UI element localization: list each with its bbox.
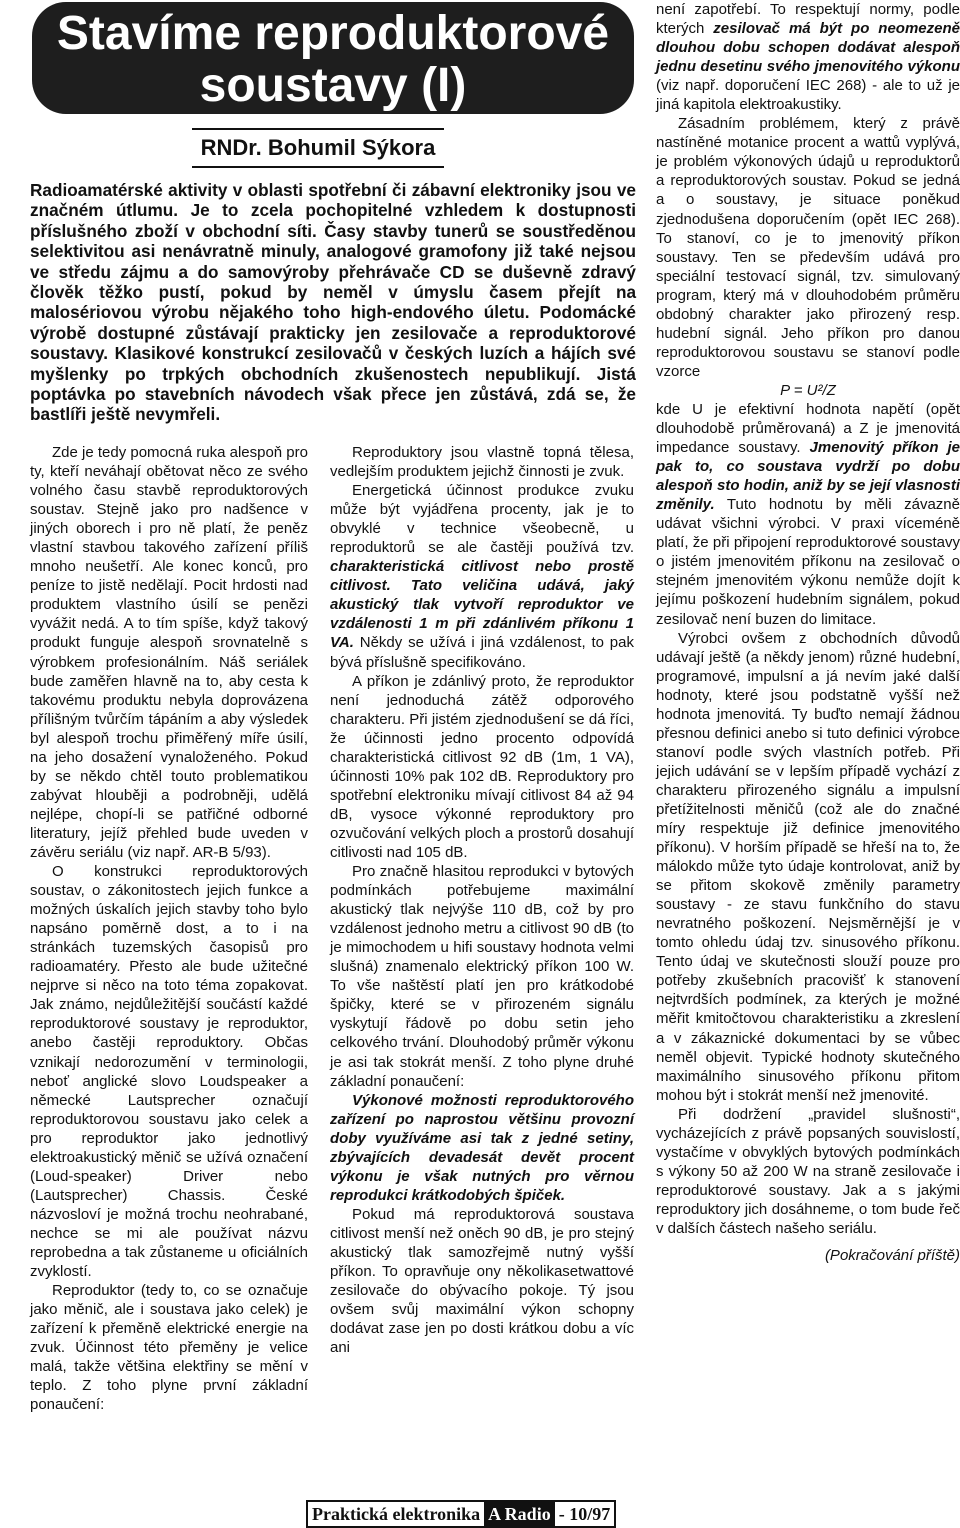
author-name: RNDr. Bohumil Sýkora	[192, 128, 444, 168]
col2-paragraph: Reproduktory jsou vlastně topná tělesa, vedlejším produktem jejichž činnosti je zvuk.	[330, 444, 634, 481]
col3-paragraph: Při dodržení „pravidel slušnosti“, vycházejících z právě popsaných souvislostí, vystačíme v obvyklých bytových podmínkách s výkony 50 až 200 W na straně zesilovače i reproduktorové soustavy. Jak a s jakými reproduktory jich dosáhneme, o tom bude řeč v dalších částech našeho seriálu.	[656, 1105, 960, 1237]
col3-emphasis: zesilovač má být po neomezeně dlouhou dobu schopen dodávat alespoň jednu desetinu svého jmenovitého výkonu	[656, 20, 960, 76]
col2-paragraph: Pokud má reproduktorová soustava citlivost menší než oněch 90 dB, je pro stejný akustický tlak samozřejmě nutný vyšší příkon. To opravňuje ony několikasetwattové zesilovače do obývacího pokoje. Tý jsou ovšem svůj maximální výkon schopny dodávat zase jen po dosti krátkou dobu a víc ani	[330, 1205, 634, 1357]
col3-text: Tuto hodnotu by měli závazně udávat všichni výrobci. V praxi víceméně platí, že při připojení reproduktorové soustavy o jistém jmenovitém příkonu na zesilovač o stejném jmenovitém výkonu nemůže dojít k jejímu poškození hudebním signálem, pokud zesilovač není buzen do limitace.	[656, 496, 960, 628]
col3-text: (viz např. doporučení IEC 268) - ale to už je jiná kapitola elektroakustiky.	[656, 77, 960, 114]
magazine-name: Praktická elektronika	[312, 1504, 481, 1524]
col3-text: není zapotřebí. To respektují normy, podle kterých	[656, 1, 960, 38]
col2-paragraph: A příkon je zdánlivý proto, že reproduktor není jednoduchá zátěž odporového charakteru. Při jistém zjednodušení se dá říci, že účinnosti jedno procento odpovídá charakteristická citlivost 92 dB (1m, 1 VA), účinnosti 10% pak 102 dB. Reproduktory pro spotřební elektroniku mívají citlivost 84 až 94 dB, vysoce výkonné reproduktory pro ozvučování velkých ploch a prostorů dosahují citlivosti nad 105 dB.	[330, 672, 634, 861]
col2-emphasis-paragraph: Výkonové možnosti reproduktorového zařízení po naprostou většinu provozní doby využíváme asi tak z jedné setiny, zbývajících devadesát devět procent výkonu je však nutných pro věrnou reprodukci krátkodobých špiček.	[330, 1091, 634, 1204]
continued-note: (Pokračování příště)	[824, 1247, 960, 1265]
col2-paragraph	[330, 481, 634, 671]
col1-paragraph: Reproduktor (tedy to, co se označuje jako měnič, ale i soustava jako celek) je zařízení k přeměně elektrické energie na zvuk. Účinnost této přeměny je velice malá, takže většina elektřiny se mění v teplo. Z toho plyne první základní ponaučení:	[30, 1282, 308, 1414]
col3-text: kde U je efektivní hodnota napětí (opět dlouhodobě průměrovaná) a Z je jmenovitá impedance soustavy.	[656, 400, 960, 457]
col3-paragraph: Zásadním problémem, který z právě nastíněné motanice procent a wattů vyplývá, je problém výkonových údajů u reproduktorů a reproduktorových soustav. Pokud se jedná a o soustavy, je situace poněkud zjednodušena doporučením (opět IEC 268). To stanoví, co je to jmenovitý příkon soustavy. Ten se především udává pro speciální testovací signál, tzv. simulovaný program, který má v dlouhodobém průměru obdobný charakter jako přirozený resp. hudební signál. Jeho příkon pro danou reproduktorovou soustavu se stanoví podle vzorce	[656, 115, 960, 380]
column-1	[30, 443, 308, 1414]
article-title-box	[32, 2, 634, 114]
col2-text: Energetická účinnost produkce zvuku může být vyjádřena procenty, jak je to obvyklé v technice všeobecně, u reproduktorů se ale častěji používá tzv.	[330, 482, 634, 557]
col2-paragraph: Pro značně hlasitou reprodukci v bytových podmínkách potřebujeme maximální akustický tlak nejvýše 110 dB, což by pro vzdálenost jednoho metru a citlivost 90 dB (to je mimochodem u hifi soustavy hodnota velmi slušná) znamenalo elektrický příkon 100 W. To vše naštěstí platí jen pro krátkodobé špičky, které se v přirozeném signálu vyskytují řádově po dobu setin jeho celkového trvání. Dlouhodobý průměr výkonu je asi tak stokrát menší. Z toho plyne druhé základní ponaučení:	[330, 863, 634, 1090]
col2-text: Někdy se užívá i jiná vzdálenost, to pak bývá příslušně specifikováno.	[330, 634, 634, 671]
col2-emphasis: charakteristická citlivost nebo prostě citlivost. Tato veličina udává, jaký akustický tlak vytvoří reproduktor ve vzdálenosti 1 m při zdánlivém příkonu 1 VA.	[330, 558, 634, 652]
lead-paragraph: Radioamatérské aktivity v oblasti spotřební či zábavní elektroniky jsou ve značném útlumu. Je to zcela pochopitelné vzhledem k dostupnosti příslušného zboží v obchodní síti. Časy stavby tunerů se soustředěnou selektivitou asi nenávratně minuly, analogové gramofony již také nejsou ve středu zájmu a do samovýroby přehrávače CD se duševně zdravý člověk těžko pustí, pokud by neměl v úmyslu časem přejít na malosériovou výrobu nějakého toho high-endového úletu. Podomácké výrobě dostupné zůstávají prakticky jen zesilovače a reproduktorové soustavy. Klasikové konstrukcí zesilovačů v českých luzích a hájích své myšlenky po trpkých obchodních zkušenostech nepublikují. Jistá poptávka po stavebních návodech však přece jen zůstává, zdá se, že bastlíři ještě nevymřeli.	[30, 180, 636, 425]
article-title-line2: soustavy (I)	[199, 59, 467, 112]
col3-paragraph: Výrobci ovšem z obchodních důvodů udávají ještě (a někdy jenom) různé hudební, programové, impulsní a já nevím jaké další hodnoty, které jsou podstatně vyšší než hodnota jmenovitá. Ty buďto nemají žádnou přesnou definici anebo si tuto definici výrobce stanoví podle svých vlastních potřeb. Při jejich udávání se v lepším případě vychází z charakteru přirozeného signálu a impulsní přetížitelnosti měničů (což ale do značné míry respektuje již definice jmenovitého příkonu). V horším případě se hřeší na to, že málokdo může tyto údaje kontrolovat, aniž by se přitom skokově změnily parametry soustavy - ze stavu funkčního do stavu nevratného poškození. Nejsměrnější je v tomto ohledu údaj tzv. sinusového příkonu. Tento údaj ve skutečnosti slouží pouze pro potřeby zkušebních pracovišť k stanovení nejtvrdších podmínek, za kterých je možné měřit kmitočtovou charakteristiku a zkreslení a v zákaznické dokumentaci by se vůbec neměl objevit. Typické hodnoty skutečného maximálního sinusového příkonu přitom mohou být i stokrát menší než jmenovité.	[656, 629, 960, 1104]
column-2	[330, 443, 634, 1357]
column-3	[656, 0, 960, 1265]
col1-paragraph: O konstrukci reproduktorových soustav, o zákonitostech jejich funkce a možných úskalích jejich stavby toho bylo napsáno poměrně dost, a to i na stránkách tuzemských časopisů pro radioamatéry. Přesto ale bude užitečné nejprve si něco na toto téma zopakovat. Jak známo, nejdůležitější součástí každé reproduktorové soustavy je reproduktor, anebo častěji reproduktory. Občas vznikají nedorozumění v terminologii, neboť anglické slovo Loudspeaker a německé Lautsprecher označují reproduktorovou soustavu jako celek a pro reproduktor jako jednotlivý elektroakustický měnič se užívá označení (Loud-speaker) Driver nebo (Lautsprecher) Chassis. České názvosloví je možná trochu neohrabané, nechce se mi ale používat názvu reprobedna a tak zůstaneme u oficiálních zvyklostí.	[30, 863, 308, 1281]
col3-paragraph	[656, 400, 960, 629]
issue-number: - 10/97	[558, 1504, 611, 1524]
power-formula: P = U²/Z	[780, 381, 836, 399]
col3-paragraph	[656, 0, 960, 114]
article-title-line1: Stavíme reproduktorové	[56, 7, 610, 60]
col3-emphasis: Jmenovitý příkon je pak to, co soustava vydrží po dobu alespoň sto hodin, aniž by se její vlasnosti změnily.	[656, 439, 960, 514]
magazine-brand: A Radio	[484, 1502, 555, 1526]
col1-paragraph: Zde je tedy pomocná ruka alespoň pro ty, kteří neváhají obětovat něco ze svého volného času stavbě reproduktorových soustav. Stejně jako pro nadšence v jiných oborech i pro ně platí, že peněz vlastní stavbou takového zařízení příliš mnoho neušetří. Ale konec konců, pro peníze to jistě nedělají. Pocit hrdosti nad produktem vlastního úsilí se penězi vyvážit nedá. A to tím spíše, když takový produkt funguje alespoň srovnatelně s výrobkem profesionálním. Náš seriálek bude zaměřen hlavně na to, aby cesta k takovému produktu nebyla doprovázena přílišným tvůrčím tápáním a aby výsledek byl alespoň trochu přiměřený míře úsilí, na jeho dosažení vynaloženého. Pokud by se někdo chtěl touto problematikou zabývat hlouběji a podrobněji, udělá nejlépe, chopí-li se patřičné odborné literatury, jejíž přehled bude uveden v závěru seriálu (viz např. AR-B 5/93).	[30, 444, 308, 861]
page-footer	[306, 1500, 616, 1528]
